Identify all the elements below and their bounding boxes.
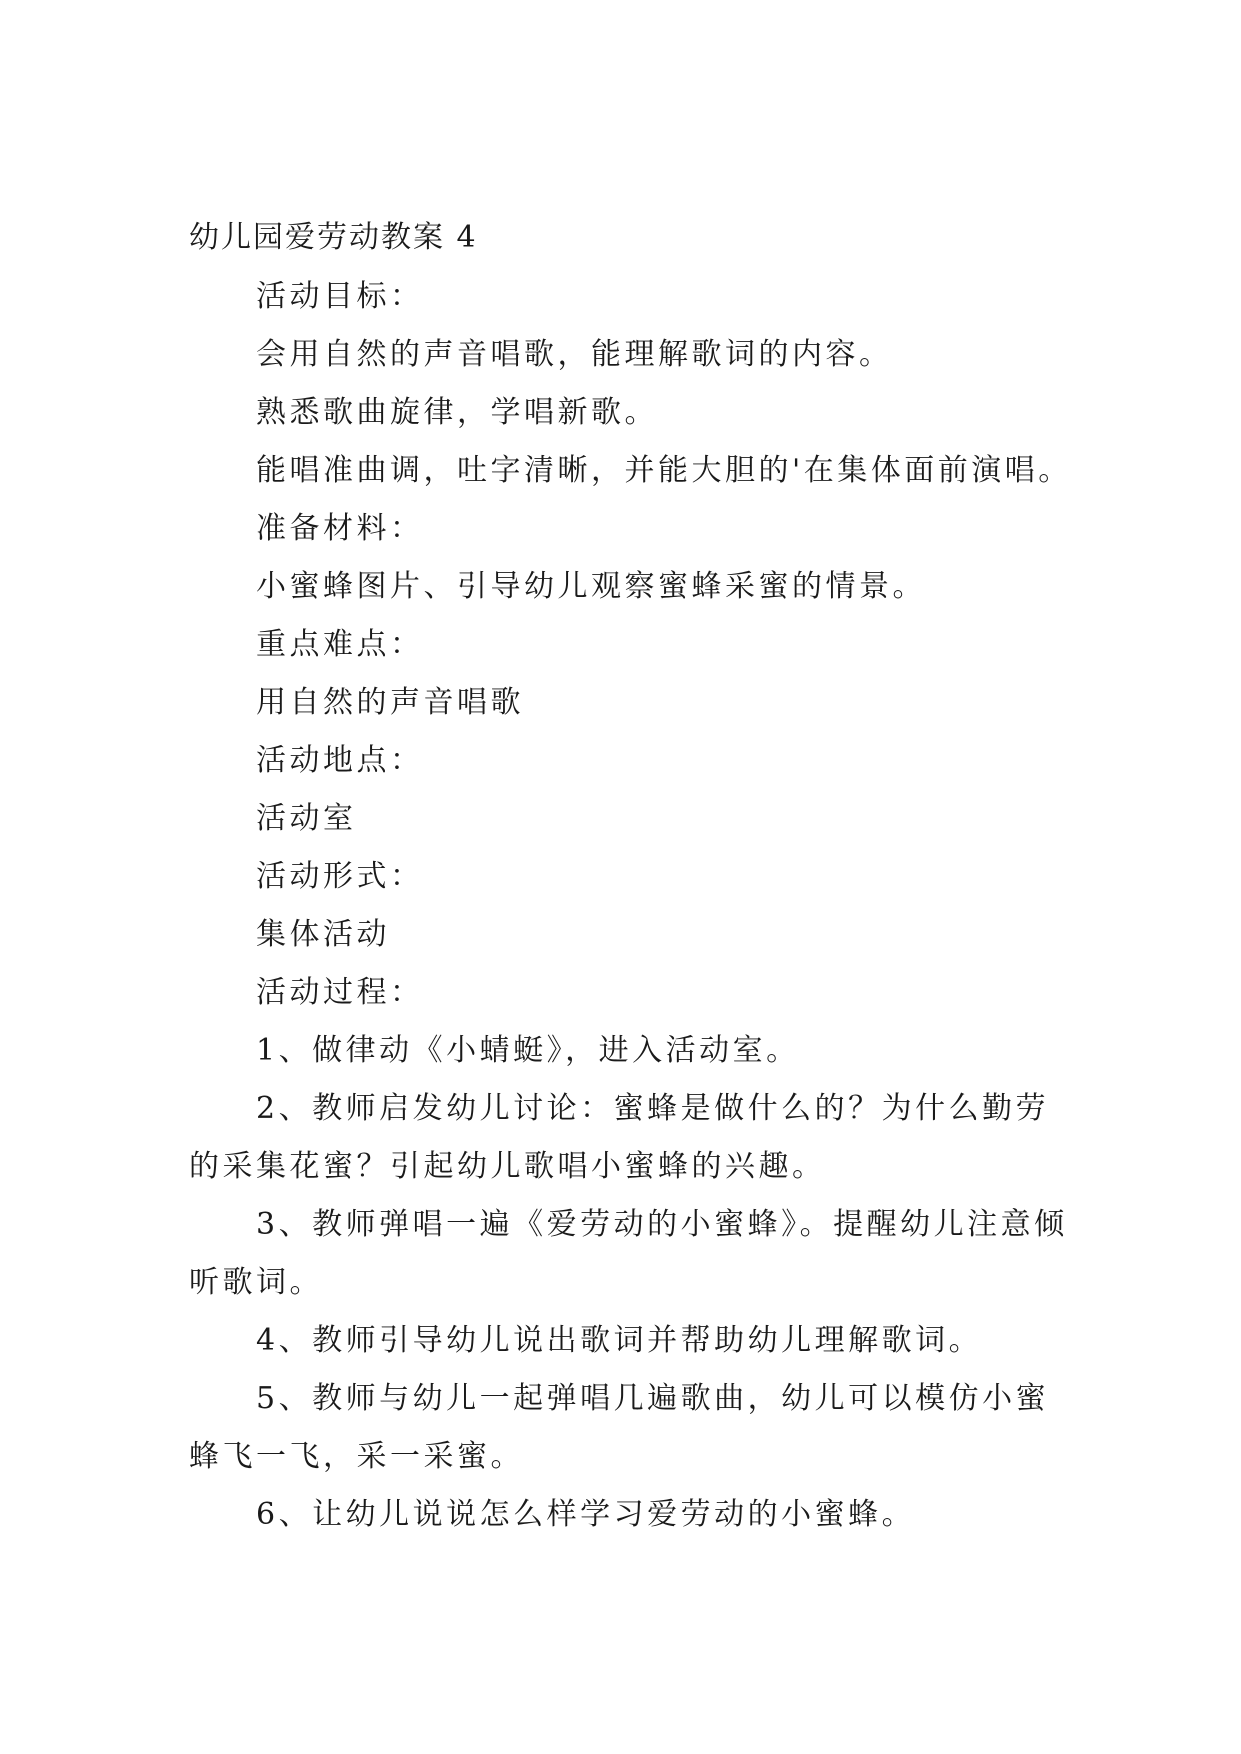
materials-line: 小蜜蜂图片、引导幼儿观察蜜蜂采蜜的情景。 (256, 569, 926, 604)
heading-process: 活动过程： (256, 975, 424, 1010)
process-step-2-continued: 的采集花蜜？引起幼儿歌唱小蜜蜂的兴趣。 (189, 1149, 826, 1184)
goal-line-2: 熟悉歌曲旋律，学唱新歌。 (256, 395, 658, 430)
key-points-line: 用自然的声音唱歌 (256, 685, 524, 720)
heading-activity-goals: 活动目标： (256, 279, 424, 314)
heading-key-points: 重点难点： (256, 627, 424, 662)
document-title: 幼儿园爱劳动教案 4 (189, 220, 478, 255)
process-step-5-continued: 蜂飞一飞，采一采蜜。 (189, 1439, 524, 1474)
process-step-5: 5、教师与幼儿一起弹唱几遍歌曲，幼儿可以模仿小蜜 (256, 1381, 1050, 1416)
heading-location: 活动地点： (256, 743, 424, 778)
goal-line-1: 会用自然的声音唱歌，能理解歌词的内容。 (256, 337, 893, 372)
goal-line-3: 能唱准曲调，吐字清晰，并能大胆的'在集体面前演唱。 (256, 453, 1072, 488)
process-step-2: 2、教师启发幼儿讨论：蜜蜂是做什么的？为什么勤劳 (256, 1091, 1050, 1126)
process-step-3: 3、教师弹唱一遍《爱劳动的小蜜蜂》。提醒幼儿注意倾 (256, 1207, 1068, 1242)
process-step-3-continued: 听歌词。 (189, 1265, 323, 1300)
location-line: 活动室 (256, 801, 357, 836)
process-step-1: 1、做律动《小蜻蜓》，进入活动室。 (256, 1033, 800, 1068)
format-line: 集体活动 (256, 917, 390, 952)
process-step-4: 4、教师引导幼儿说出歌词并帮助幼儿理解歌词。 (256, 1323, 983, 1358)
process-step-6: 6、让幼儿说说怎么样学习爱劳动的小蜜蜂。 (256, 1497, 916, 1532)
heading-materials: 准备材料： (256, 511, 424, 546)
heading-format: 活动形式： (256, 859, 424, 894)
